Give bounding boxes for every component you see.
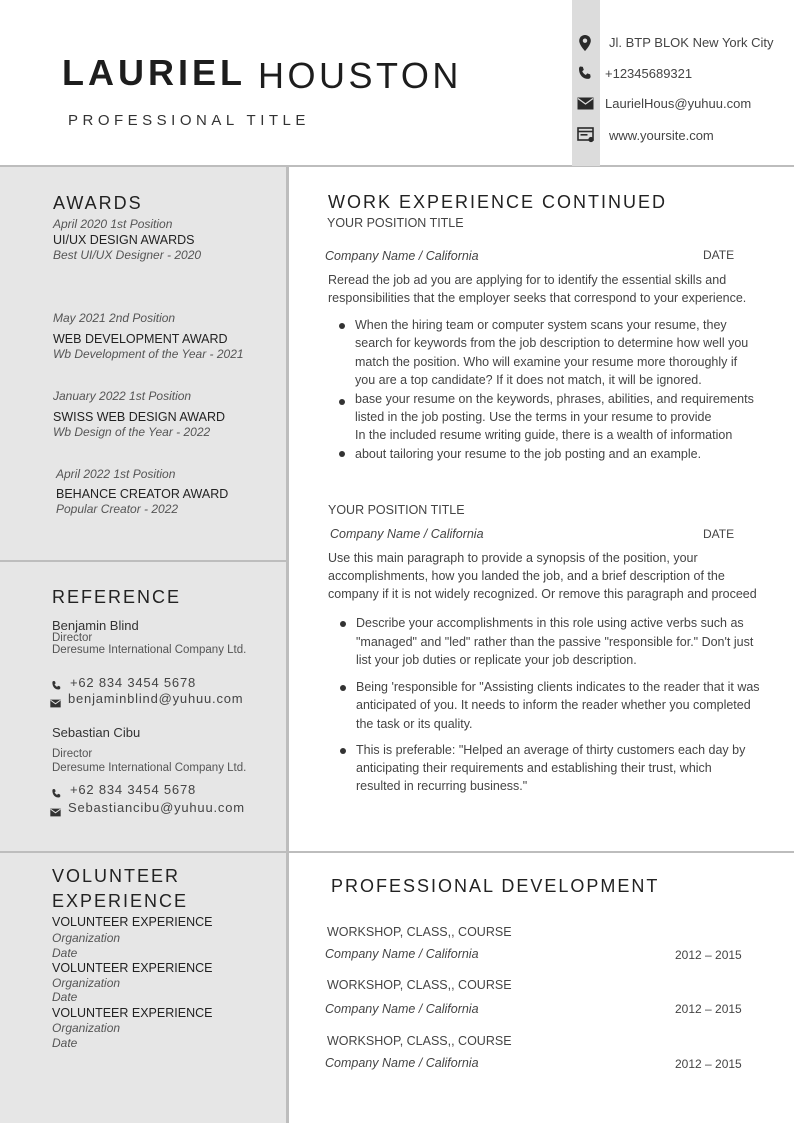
website-icon [577, 127, 595, 145]
bullet-line: search for keywords from the job description to determine how well you [355, 336, 749, 350]
contact-phone: +12345689321 [605, 66, 693, 81]
job-paragraph-line: responsibilities that the employer seeks that correspond to your experience. [328, 291, 747, 305]
work-experience-title: WORK EXPERIENCE CONTINUED [328, 192, 668, 212]
volunteer-org: Organization [52, 1021, 121, 1035]
position-title: YOUR POSITION TITLE [327, 216, 464, 230]
bullet-line: the task or its quality. [356, 717, 473, 731]
course-company: Company Name / California [325, 1002, 479, 1016]
job-paragraph-line: company if it is not widely recognized. Or remove this paragraph and proceed [328, 587, 757, 601]
bullet-line: listed in the job posting. Use the terms in your resume to provide [355, 410, 712, 424]
mail-icon [50, 804, 62, 816]
bullet-line: base your resume on the keywords, phrases, abilities, and requirements [355, 392, 754, 406]
course-name: WORKSHOP, CLASS,, COURSE [327, 1034, 512, 1048]
volunteer-title: VOLUNTEER [52, 866, 181, 886]
course-years: 2012 – 2015 [675, 948, 742, 962]
job-paragraph-line: accomplishments, how you landed the job, and a brief description of the [328, 569, 725, 583]
bullet-line: anticipated of you. It needs to inform the reader whether you completed [356, 698, 751, 712]
bullet-line: match the position. Who will examine your resume more thoroughly if [355, 355, 738, 369]
professional-title: PROFESSIONAL TITLE [68, 112, 310, 129]
bullet-dot [339, 399, 345, 405]
award-sub: Wb Design of the Year - 2022 [53, 425, 211, 439]
bullet-dot [340, 685, 346, 691]
course-name: WORKSHOP, CLASS,, COURSE [327, 925, 512, 939]
company-name: Company Name / California [330, 527, 484, 541]
award-meta: April 2022 1st Position [56, 467, 176, 481]
award-sub: Best UI/UX Designer - 2020 [53, 248, 202, 262]
job-date: DATE [703, 248, 735, 262]
phone-icon [51, 786, 63, 798]
company-name: Company Name / California [325, 249, 479, 263]
reference-email[interactable]: Sebastiancibu@yuhuu.com [68, 800, 245, 815]
phone-icon [577, 65, 595, 83]
course-company: Company Name / California [325, 947, 479, 961]
course-years: 2012 – 2015 [675, 1057, 742, 1071]
bullet-line: anticipating their requirements and establishing their trust, which [356, 761, 712, 775]
reference-role: Director [52, 632, 93, 644]
column-divider [286, 167, 289, 1123]
award-name: BEHANCE CREATOR AWARD [56, 487, 229, 501]
volunteer-org: Organization [52, 931, 121, 945]
bullet-line: When the hiring team or computer system scans your resume, they [355, 318, 727, 332]
reference-name: Sebastian Cibu [52, 725, 141, 740]
bullet-line: list your job duties or replicate your job description. [356, 653, 637, 667]
volunteer-name: VOLUNTEER EXPERIENCE [52, 961, 213, 975]
award-name: WEB DEVELOPMENT AWARD [53, 332, 228, 346]
phone-icon [51, 678, 63, 690]
position-title: YOUR POSITION TITLE [328, 503, 465, 517]
course-company: Company Name / California [325, 1056, 479, 1070]
award-name: SWISS WEB DESIGN AWARD [53, 410, 226, 424]
bullet-line: In the included resume writing guide, there is a wealth of information [355, 428, 733, 442]
contact-email[interactable]: LaurielHous@yuhuu.com [605, 96, 752, 111]
bullet-dot [339, 323, 345, 329]
left-section-divider [0, 560, 288, 562]
first-name: LAURIEL [62, 52, 246, 93]
bullet-line: you are a top candidate? If it does not match, it will be ignored. [355, 373, 702, 387]
volunteer-org: Organization [52, 976, 121, 990]
reference-email[interactable]: benjaminblind@yuhuu.com [68, 691, 244, 706]
bullet-line: Being 'responsible for "Assisting clients indicates to the reader that it was [356, 680, 760, 694]
location-pin-icon [577, 34, 595, 52]
reference-role: Director [52, 748, 93, 760]
reference-phone: +62 834 3454 5678 [70, 782, 197, 797]
contact-address: Jl. BTP BLOK New York City [609, 35, 774, 50]
last-name: HOUSTON [258, 55, 462, 96]
job-paragraph-line: Use this main paragraph to provide a synopsis of the position, your [328, 551, 698, 565]
contact-website[interactable]: www.yoursite.com [609, 128, 714, 143]
professional-development-title: PROFESSIONAL DEVELOPMENT [331, 876, 660, 896]
award-meta: May 2021 2nd Position [53, 311, 176, 325]
bullet-dot [340, 748, 346, 754]
bullet-line: about tailoring your resume to the job posting and an example. [355, 447, 702, 461]
reference-name: Benjamin Blind [52, 618, 139, 633]
award-sub: Popular Creator - 2022 [56, 502, 179, 516]
award-meta: January 2022 1st Position [53, 389, 192, 403]
volunteer-title-line2: EXPERIENCE [52, 891, 189, 911]
reference-company: Deresume International Company Ltd. [52, 644, 247, 656]
volunteer-date: Date [52, 946, 78, 960]
course-years: 2012 – 2015 [675, 1002, 742, 1016]
job-paragraph-line: Reread the job ad you are applying for to identify the essential skills and [328, 273, 727, 287]
volunteer-name: VOLUNTEER EXPERIENCE [52, 1006, 213, 1020]
volunteer-date: Date [52, 990, 78, 1004]
bullet-line: resulted in recurring business." [356, 779, 528, 793]
bullet-line: This is preferable: "Helped an average of thirty customers each day by [356, 743, 746, 757]
bullet-dot [339, 451, 345, 457]
award-sub: Wb Development of the Year - 2021 [53, 347, 244, 361]
reference-phone: +62 834 3454 5678 [70, 675, 197, 690]
award-name: UI/UX DESIGN AWARDS [53, 233, 195, 247]
bullet-line: Describe your accomplishments in this role using active verbs such as [356, 616, 744, 630]
volunteer-name: VOLUNTEER EXPERIENCE [52, 915, 213, 929]
bullet-line: "managed" and "led" rather than the passive "responsible for." Don't just [356, 635, 754, 649]
awards-title: AWARDS [53, 193, 143, 213]
reference-company: Deresume International Company Ltd. [52, 762, 247, 774]
mail-icon [50, 695, 62, 707]
course-name: WORKSHOP, CLASS,, COURSE [327, 978, 512, 992]
lower-section-divider [0, 851, 794, 853]
job-date: DATE [703, 527, 735, 541]
reference-title: REFERENCE [52, 587, 182, 607]
bullet-dot [340, 621, 346, 627]
mail-icon [577, 97, 595, 115]
award-meta: April 2020 1st Position [53, 217, 173, 231]
volunteer-date: Date [52, 1036, 78, 1050]
